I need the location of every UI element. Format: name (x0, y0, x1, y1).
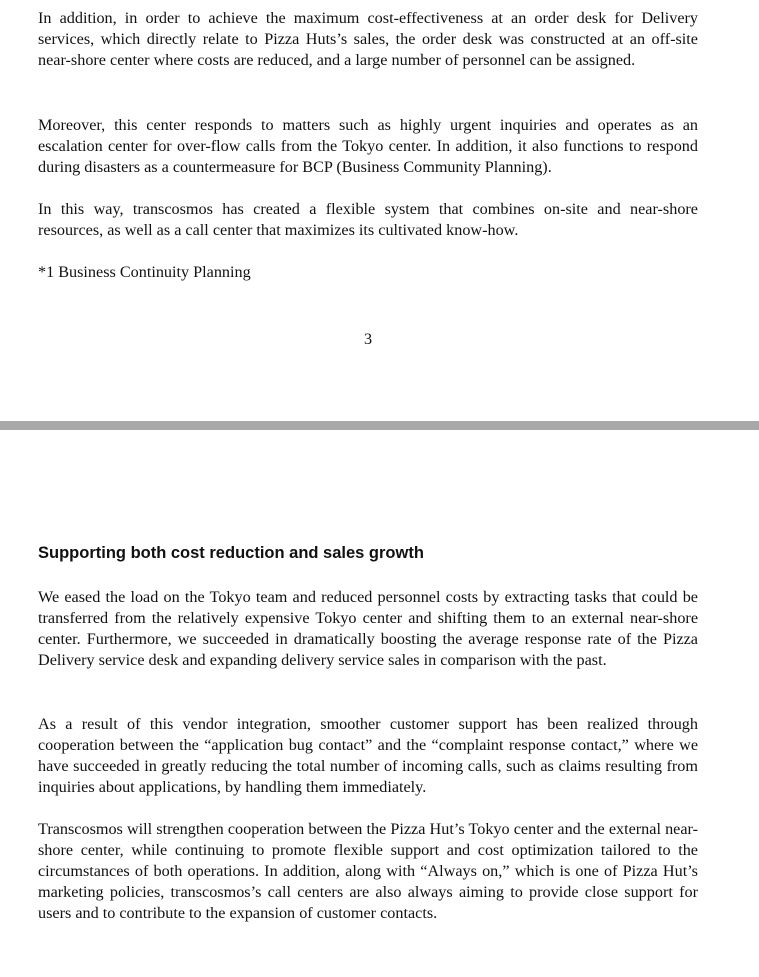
document-page-bottom (0, 430, 759, 977)
paragraph-escalation-center: Moreover, this center responds to matters such as highly urgent inquiries and operates as an escalation center for over-flow calls from the Tokyo center. In addition, it also functions to respond during disasters as a countermeasure for BCP (Business Community Planning). (38, 116, 698, 176)
page-number: 3 (363, 330, 373, 348)
paragraph-vendor-integration: As a result of this vendor integration, smoother customer support has been realized through cooperation between the “application bug contact” and the “complaint response contact,” where we have succeeded in greatly reducing the total number of incoming calls, such as claims resulting from inquiries about applications, by handling them immediately. (38, 715, 698, 796)
paragraph-flexible-system: In this way, transcosmos has created a flexible system that combines on-site and near-shore resources, as well as a call center that maximizes its cultivated know-how. (38, 200, 698, 239)
paragraph-order-desk: In addition, in order to achieve the maximum cost-effectiveness at an order desk for Delivery services, which directly relate to Pizza Huts’s sales, the order desk was constructed at an off-site near-shore center where costs are reduced, and a large number of personnel can be assigned. (38, 9, 698, 69)
footnote: *1 Business Continuity Planning (38, 263, 251, 281)
paragraph-cooperation: Transcosmos will strengthen cooperation between the Pizza Hut’s Tokyo center and the external near-shore center, while continuing to promote flexible support and cost optimization tailored to the circumstances of both operations. In addition, along with “Always on,” which is one of Pizza Hut’s marketing policies, transcosmos’s call centers are also always aiming to provide close support for users and to contribute to the expansion of customer contacts. (38, 820, 698, 922)
section-heading: Supporting both cost reduction and sales growth (38, 544, 424, 562)
document-page-top (0, 0, 759, 421)
page-separator (0, 421, 759, 430)
paragraph-cost-reduction: We eased the load on the Tokyo team and reduced personnel costs by extracting tasks that could be transferred from the relatively expensive Tokyo center and shifting them to an external near-shore center. Furthermore, we succeeded in dramatically boosting the average response rate of the Pizza Delivery service desk and expanding delivery service sales in comparison with the past. (38, 588, 698, 669)
